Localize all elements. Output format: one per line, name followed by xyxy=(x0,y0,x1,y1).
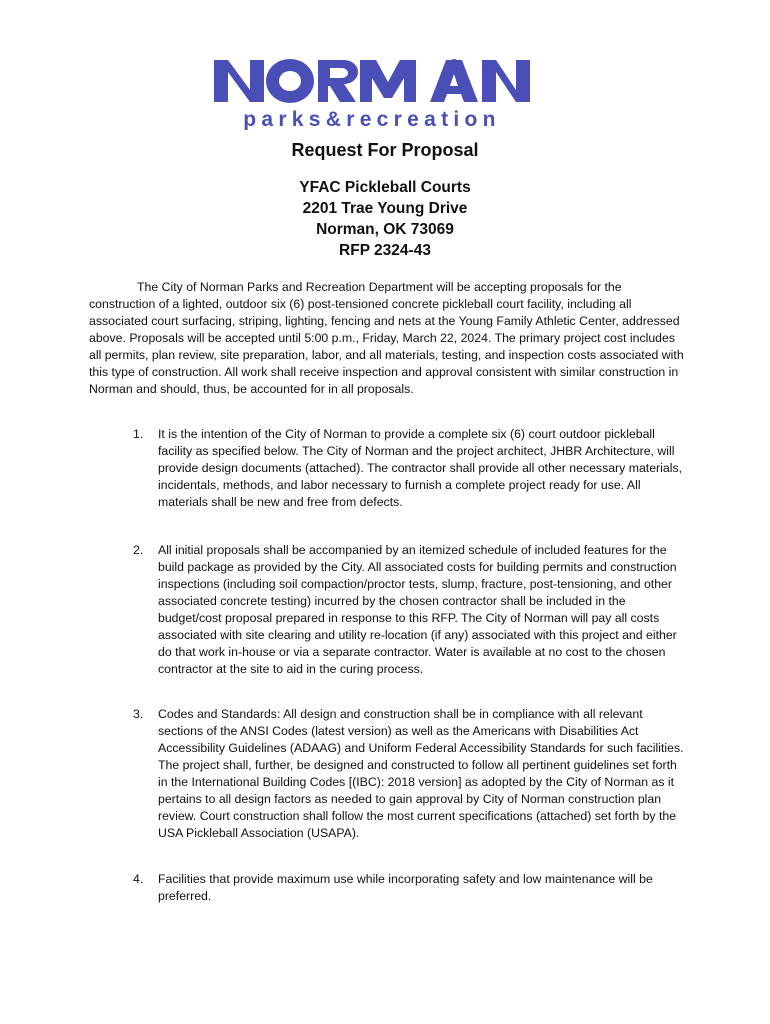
logo-tagline: parks&recreation xyxy=(243,108,501,130)
rfp-number: RFP 2324-43 xyxy=(339,242,431,259)
list-item-text: Codes and Standards: All design and construction shall be in compliance with all relevant sections of the ANSI Codes (latest version) as well as the Americans with Disabilities Act Accessibility Guidelines (ADAAG) and Uniform Federal Accessibility Standards for such facilities. The project shall, further, be designed and constructed to follow all pertinent guidelines set forth in the International Building Codes [(IBC): 2018 version] as adopted by the City of Norman as it pertains to all design factors as needed to gain approval by City of Norman construction plan review. Court construction shall follow the most current specifications (attached) set forth by the USA Pickleball Association (USAPA). xyxy=(158,707,684,840)
list-item-text: Facilities that provide maximum use while incorporating safety and low maintenance will be preferred. xyxy=(158,872,653,903)
list-item-number: 3. xyxy=(133,707,144,721)
intro-paragraph: The City of Norman Parks and Recreation Department will be accepting proposals for the construction of a lighted, outdoor six (6) post-tensioned concrete pickleball court facility, including all associated court surfacing, striping, lighting, fencing and nets at the Young Family Athletic Center, addressed above. Proposals will be accepted until 5:00 p.m., Friday, March 22, 2024. The primary project cost includes all permits, plan review, site preparation, labor, and all materials, testing, and inspection costs associated with this type of construction. All work shall receive inspection and approval consistent with similar construction in Norman and should, thus, be accounted for in all proposals. xyxy=(89,280,684,396)
list-item-number: 4. xyxy=(133,872,144,886)
project-name: YFAC Pickleball Courts xyxy=(299,179,471,196)
list-item-text: All initial proposals shall be accompanied by an itemized schedule of included features for the build package as provided by the City. All associated costs for building permits and construction inspections (including soil compaction/proctor tests, slump, fracture, post-tensioning, and other associated concrete testing) incurred by the chosen contractor shall be included in the budget/cost proposal prepared in response to this RFP. The City of Norman will pay all costs associated with site clearing and utility re-location (if any) associated with this project and either do that work in-house or via a separate contractor. Water is available at no cost to the chosen contractor at the site to aid in the curing process. xyxy=(158,543,677,676)
list-item-number: 1. xyxy=(133,427,144,441)
list-item xyxy=(133,871,689,905)
norman-parks-logo xyxy=(212,58,532,130)
list-item xyxy=(133,706,689,842)
list-item-number: 2. xyxy=(133,543,144,557)
list-item-text: It is the intention of the City of Norman to provide a complete six (6) court outdoor pickleball facility as specified below. The City of Norman and the project architect, JHBR Architecture, will provide design documents (attached). The contractor shall provide all other necessary materials, incidentals, methods, and labor necessary to furnish a complete project ready for use. All materials shall be new and free from defects. xyxy=(158,427,683,509)
project-address-line2: Norman, OK 73069 xyxy=(316,221,454,238)
list-item xyxy=(133,426,689,511)
logo-graphic xyxy=(212,58,532,130)
project-address-line1: 2201 Trae Young Drive xyxy=(302,200,468,217)
list-item xyxy=(133,542,689,678)
page-title: Request For Proposal xyxy=(291,140,479,160)
